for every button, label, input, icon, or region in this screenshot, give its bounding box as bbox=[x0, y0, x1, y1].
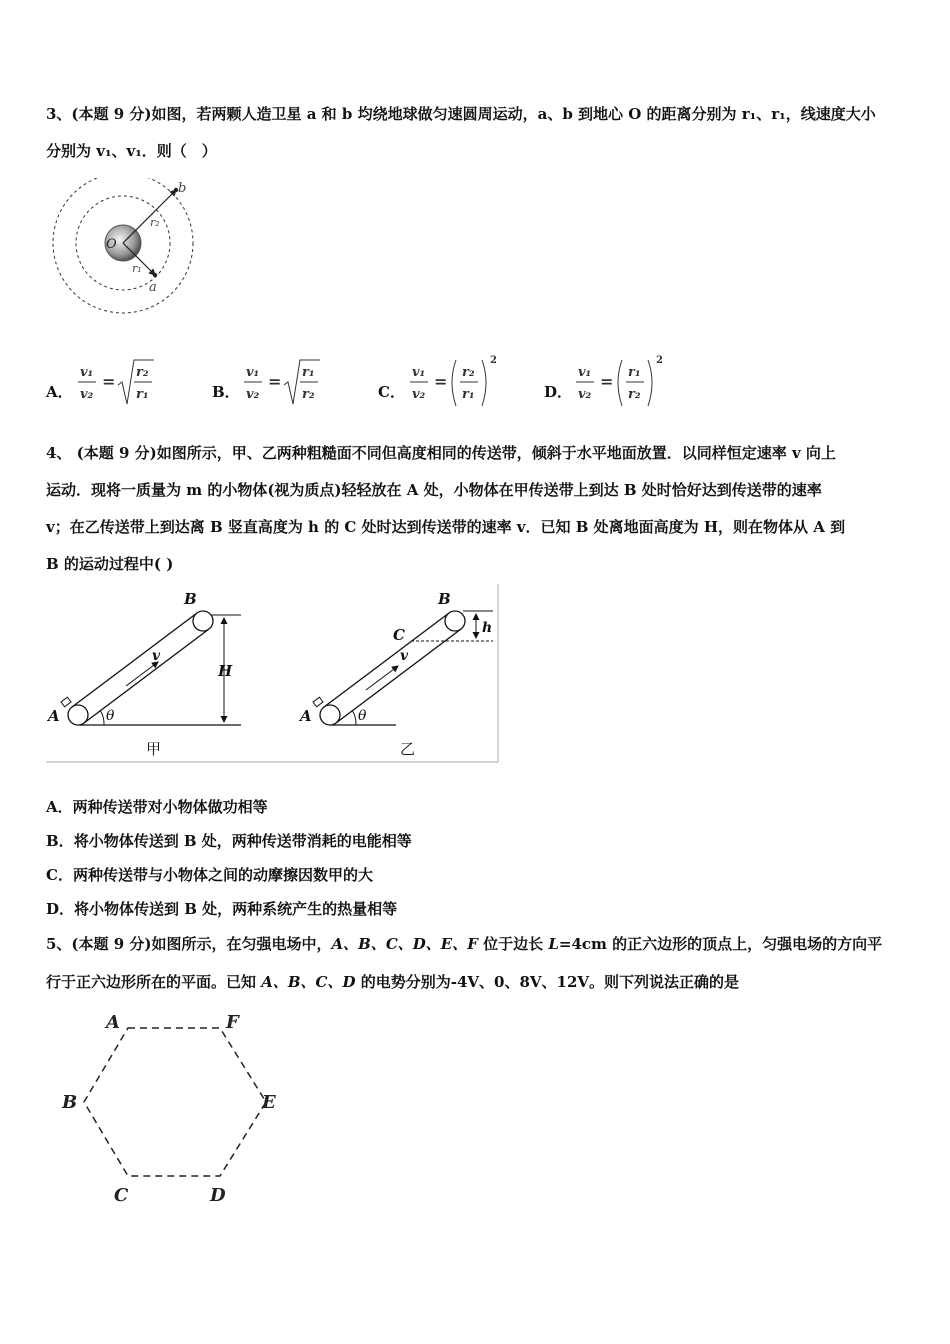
svg-text:v: v bbox=[152, 648, 161, 664]
svg-text:r₂: r₂ bbox=[462, 365, 475, 380]
vertex-E: E bbox=[262, 1092, 276, 1113]
svg-text:v₁: v₁ bbox=[412, 365, 426, 380]
svg-text:v₂: v₂ bbox=[578, 387, 592, 402]
caption-jia: 甲 bbox=[146, 740, 162, 758]
vertex-B: B bbox=[62, 1092, 78, 1113]
q3-stem-line-2: 分别为 v₁、v₁．则（ ） bbox=[46, 142, 217, 160]
label-O: O bbox=[106, 237, 117, 252]
svg-text:2: 2 bbox=[490, 355, 497, 366]
q4-option-a[interactable]: A．两种传送带对小物体做功相等 bbox=[46, 798, 268, 816]
svg-text:H: H bbox=[218, 662, 233, 680]
svg-text:v₁: v₁ bbox=[578, 365, 592, 380]
q3-orbit-figure bbox=[50, 178, 200, 318]
svg-text:r₁: r₁ bbox=[462, 387, 475, 402]
label-r1: r₁ bbox=[132, 262, 142, 275]
q4-stem-line-3: v；在乙传送带上到达离 B 竖直高度为 h 的 C 处时达到传送带的速率 v．已知 B 处离地面高度为 H，则在物体从 A 到 bbox=[46, 518, 846, 536]
caption-yi: 乙 bbox=[400, 740, 416, 758]
option-label: A． bbox=[46, 383, 73, 401]
svg-text:=: = bbox=[102, 372, 116, 391]
vertex-C: C bbox=[114, 1185, 129, 1206]
svg-text:A: A bbox=[300, 707, 312, 725]
label-r2: r₂ bbox=[150, 216, 160, 229]
q3-option-c-formula bbox=[406, 352, 536, 412]
q4-stem-line-1: 4、 (本题 9 分)如图所示，甲、乙两种粗糙面不同但高度相同的传送带，倾斜于水平地面放置．以同样恒定速率 v 向上 bbox=[46, 444, 836, 462]
q5-hexagon-figure bbox=[56, 1006, 296, 1216]
svg-text:v₂: v₂ bbox=[412, 387, 426, 402]
option-label: D． bbox=[544, 383, 573, 401]
svg-text:v: v bbox=[400, 648, 409, 664]
svg-text:=: = bbox=[268, 372, 282, 391]
svg-text:r₁: r₁ bbox=[628, 365, 641, 380]
q4-option-c[interactable]: C．两种传送带与小物体之间的动摩擦因数甲的大 bbox=[46, 866, 373, 884]
svg-text:=: = bbox=[434, 372, 448, 391]
option-label: C． bbox=[378, 383, 405, 401]
svg-text:B: B bbox=[184, 590, 197, 608]
q4-option-b[interactable]: B．将小物体传送到 B 处，两种传送带消耗的电能相等 bbox=[46, 832, 412, 850]
conveyor-right bbox=[298, 590, 493, 758]
q4-stem-line-4: B 的运动过程中( ) bbox=[46, 555, 174, 573]
hexagon bbox=[84, 1028, 266, 1176]
vertex-A: A bbox=[106, 1012, 120, 1033]
q4-option-d[interactable]: D．将小物体传送到 B 处，两种系统产生的热量相等 bbox=[46, 900, 398, 918]
svg-text:B: B bbox=[438, 590, 451, 608]
svg-text:r₁: r₁ bbox=[136, 387, 149, 402]
svg-text:r₁: r₁ bbox=[302, 365, 315, 380]
q3-option-a-formula bbox=[74, 352, 204, 412]
q3-stem-line-1: 3、(本题 9 分)如图，若两颗人造卫星 a 和 b 均绕地球做匀速圆周运动，a、b 到地心 O 的距离分别为 r₁、r₁，线速度大小 bbox=[46, 105, 876, 123]
svg-text:2: 2 bbox=[656, 355, 663, 366]
svg-text:r₂: r₂ bbox=[628, 387, 641, 402]
svg-text:v₂: v₂ bbox=[246, 387, 260, 402]
label-b: b bbox=[178, 181, 187, 196]
svg-text:v₁: v₁ bbox=[246, 365, 260, 380]
option-label: B． bbox=[212, 383, 240, 401]
svg-text:h: h bbox=[482, 620, 493, 636]
svg-text:r₂: r₂ bbox=[302, 387, 315, 402]
svg-text:v₁: v₁ bbox=[80, 365, 94, 380]
conveyor-left bbox=[46, 590, 241, 758]
svg-text:θ: θ bbox=[106, 708, 115, 724]
svg-text:=: = bbox=[600, 372, 614, 391]
vertex-D: D bbox=[210, 1185, 226, 1206]
label-a: a bbox=[149, 280, 157, 295]
svg-text:r₂: r₂ bbox=[136, 365, 149, 380]
vertex-F: F bbox=[226, 1012, 239, 1033]
q5-stem-line-2: 行于正六边形所在的平面。已知 A、B、C、D 的电势分别为-4V、0、8V、12V。则下列说法正确的是 bbox=[46, 973, 740, 991]
satellite-a bbox=[153, 273, 157, 277]
q4-stem-line-2: 运动．现将一质量为 m 的小物体(视为质点)轻轻放在 A 处，小物体在甲传送带上到达 B 处时恰好达到传送带的速率 bbox=[46, 481, 822, 499]
svg-text:C: C bbox=[393, 626, 405, 644]
q4-conveyor-figure bbox=[46, 584, 500, 764]
svg-text:θ: θ bbox=[358, 708, 367, 724]
q3-option-d-formula bbox=[572, 352, 702, 412]
svg-text:A: A bbox=[48, 707, 60, 725]
q5-stem-line-1: 5、(本题 9 分)如图所示，在匀强电场中，A、B、C、D、E、F 位于边长 L=4cm 的正六边形的顶点上，匀强电场的方向平 bbox=[46, 935, 883, 953]
q3-option-b-formula bbox=[240, 352, 370, 412]
svg-text:v₂: v₂ bbox=[80, 387, 94, 402]
